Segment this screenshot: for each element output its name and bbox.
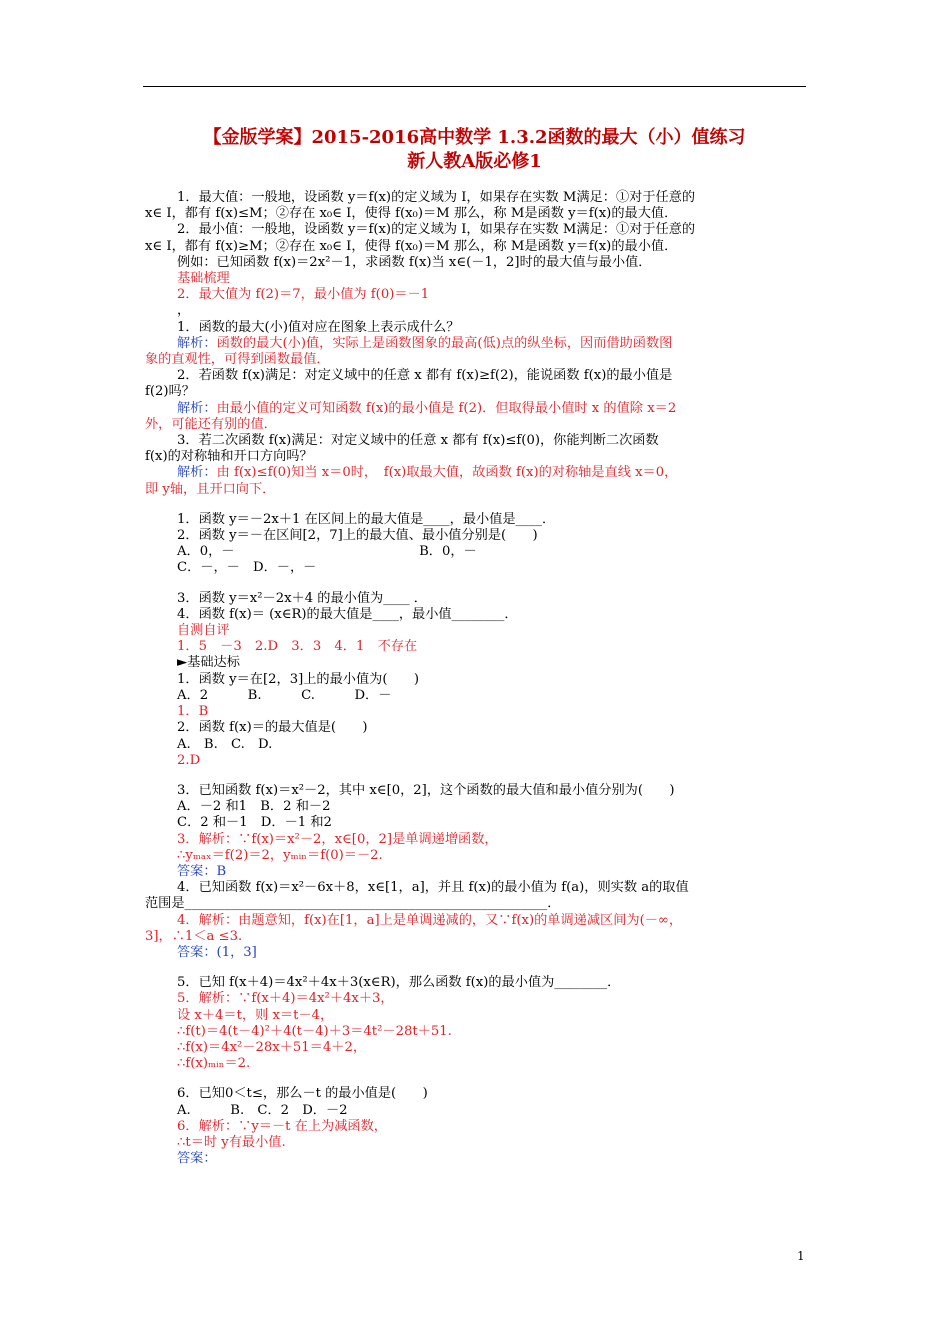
answer-line: 2．最大值为 f(2)＝7，最小值为 f(0)＝－1: [177, 287, 430, 303]
analysis-text: 3]，∴1＜a ≤3.: [145, 928, 243, 944]
section-heading: ►基础达标: [177, 655, 240, 671]
question-line: 2．函数 f(x)＝的最大值是( ): [177, 720, 368, 736]
question-line: 2．函数 y＝－在区间[2，7]上的最大值、最小值分别是( ): [177, 528, 538, 544]
title-line-2: 新人教A版必修1: [407, 151, 542, 172]
analysis-text: 4．解析：由题意知，f(x)在[1，a]上是单调递减的，又∵f(x)的单调递减区间为(－∞，: [177, 912, 683, 928]
question-line: 2．若函数 f(x)满足：对定义域中的任意 x 都有 f(x)≥f(2)，能说函数 f(x)的最小值是: [177, 368, 673, 384]
answer-line: 1．B: [177, 704, 209, 720]
text-line: x∈ I，都有 f(x)≤M；②存在 x₀∈ I，使得 f(x₀)＝M 那么，称 M是函数 y＝f(x)的最大值．: [145, 206, 678, 222]
question-line: 4．已知函数 f(x)＝x²－6x＋8，x∈[1，a]，并且 f(x)的最小值为 f(a)，则实数 a的取值: [177, 880, 689, 896]
analysis-label: 解析：: [177, 465, 217, 481]
page-number: 1: [797, 1249, 805, 1263]
section-heading: 基础梳理: [177, 271, 230, 287]
analysis-label: 解析：: [177, 335, 217, 351]
analysis-text: 设 x＋4＝t，则 x＝t－4，: [177, 1007, 334, 1023]
text-line: 2．最小值：一般地，设函数 y＝f(x)的定义域为 I，如果存在实数 M满足：①对于任意的: [177, 222, 696, 238]
analysis-text: ∴f(t)＝4(t－4)²＋4(t－4)＋3＝4t²－28t＋51.: [177, 1023, 452, 1039]
question-line: 1．函数 y＝－2x＋1 在区间上的最大值是____，最小值是____．: [177, 511, 556, 527]
answer-line: 1．5 －3 2.D 3．3 4．1 不存在: [177, 639, 418, 655]
answer-line: 答案：B: [177, 863, 227, 879]
question-line: f(x)的对称轴和开口方向吗？: [145, 449, 313, 465]
text-line: 1．最大值：一般地，设函数 y＝f(x)的定义域为 I，如果存在实数 M满足：①对于任意的: [177, 190, 696, 205]
choice-line: A. B. C．2 D．－2: [177, 1102, 348, 1118]
choice-line: A．－2 和1 B．2 和－2: [177, 799, 331, 815]
analysis-text: 6．解析：∵y＝－t 在上为减函数，: [177, 1118, 387, 1134]
choice-line: A．2 B. C. D．－: [177, 687, 392, 703]
section-heading: 自测自评: [177, 623, 230, 639]
choice-line: A. B. C. D.: [177, 736, 273, 752]
analysis-text: ∴yₘₐₓ＝f(2)＝2，yₘᵢₙ＝f(0)＝－2.: [177, 847, 383, 863]
question-line: 范围是_______________________________________________________．: [145, 896, 561, 912]
document-body: [145, 190, 809, 1167]
question-line: 3．函数 y＝x²－2x＋4 的最小值为____ ．: [177, 590, 427, 606]
title-line-1: 【金版学案】2015-2016高中数学 1.3.2函数的最大（小）值练习: [203, 127, 746, 148]
choice-line: C．－，－ D．－，－: [177, 560, 317, 576]
analysis-label: 解析：: [177, 400, 217, 416]
text-line: x∈ I，都有 f(x)≥M；②存在 x₀∈ I，使得 f(x₀)＝M 那么，称 M是函数 y＝f(x)的最小值．: [145, 238, 678, 254]
analysis-text: 3．解析：∵f(x)＝x²－2，x∈[0，2]是单调递增函数，: [177, 831, 498, 847]
question-line: 1．函数 y＝在[2，3]上的最小值为( ): [177, 671, 420, 687]
text-line: ，: [177, 303, 191, 319]
question-line: 4．函数 f(x)＝ (x∈R)的最大值是____，最小值________．: [177, 606, 518, 622]
analysis-text: 即 y轴，且开口向下．: [145, 481, 276, 497]
analysis-text: ∴f(x)ₘᵢₙ＝2.: [177, 1056, 251, 1072]
choice-line: C．2 和－1 D．－1 和2: [177, 815, 332, 831]
analysis-text: 由 f(x)≤f(0)知当 x＝0时， f(x)取最大值，故函数 f(x)的对称轴是直线 x＝0，: [216, 465, 678, 481]
analysis-text: 5．解析：∵f(x＋4)＝4x²＋4x＋3，: [177, 991, 394, 1007]
answer-line: 答案：(1，3]: [177, 944, 257, 960]
question-line: 1．函数的最大(小)值对应在图象上表示成什么？: [177, 319, 460, 335]
analysis-text: ∴f(x)＝4x²－28x＋51＝4＋2，: [177, 1039, 367, 1055]
answer-line: 答案：: [177, 1151, 217, 1167]
question-line: 6．已知0＜t≤，那么－t 的最小值是( ): [177, 1086, 428, 1102]
analysis-text: 函数的最大(小)值，实际上是函数图象的最高(低)点的纵坐标，因而借助函数图: [216, 335, 673, 351]
analysis-text: 由最小值的定义可知函数 f(x)的最小值是 f(2)．但取得最小值时 x 的值除 x＝2: [216, 400, 677, 416]
header-rule: [143, 86, 806, 87]
question-line: 3．若二次函数 f(x)满足：对定义域中的任意 x 都有 f(x)≤f(0)，你能判断二次函数: [177, 433, 659, 449]
question-line: f(2)吗？: [145, 384, 195, 400]
analysis-text: ∴t＝时 y有最小值.: [177, 1134, 286, 1150]
question-line: 3．已知函数 f(x)＝x²－2，其中 x∈[0，2]，这个函数的最大值和最小值分别为( ): [177, 782, 675, 798]
question-line: 5．已知 f(x＋4)＝4x²＋4x＋3(x∈R)，那么函数 f(x)的最小值为________．: [177, 975, 621, 991]
text-line: 例如：已知函数 f(x)＝2x²－1，求函数 f(x)当 x∈(－1，2]时的最大值与最小值．: [177, 254, 652, 270]
analysis-text: 外，可能还有别的值．: [145, 416, 277, 432]
choice-line: A．0，－ B．0，－: [177, 544, 477, 560]
answer-line: 2.D: [177, 752, 201, 768]
analysis-text: 象的直观性，可得到函数最值．: [145, 352, 330, 368]
